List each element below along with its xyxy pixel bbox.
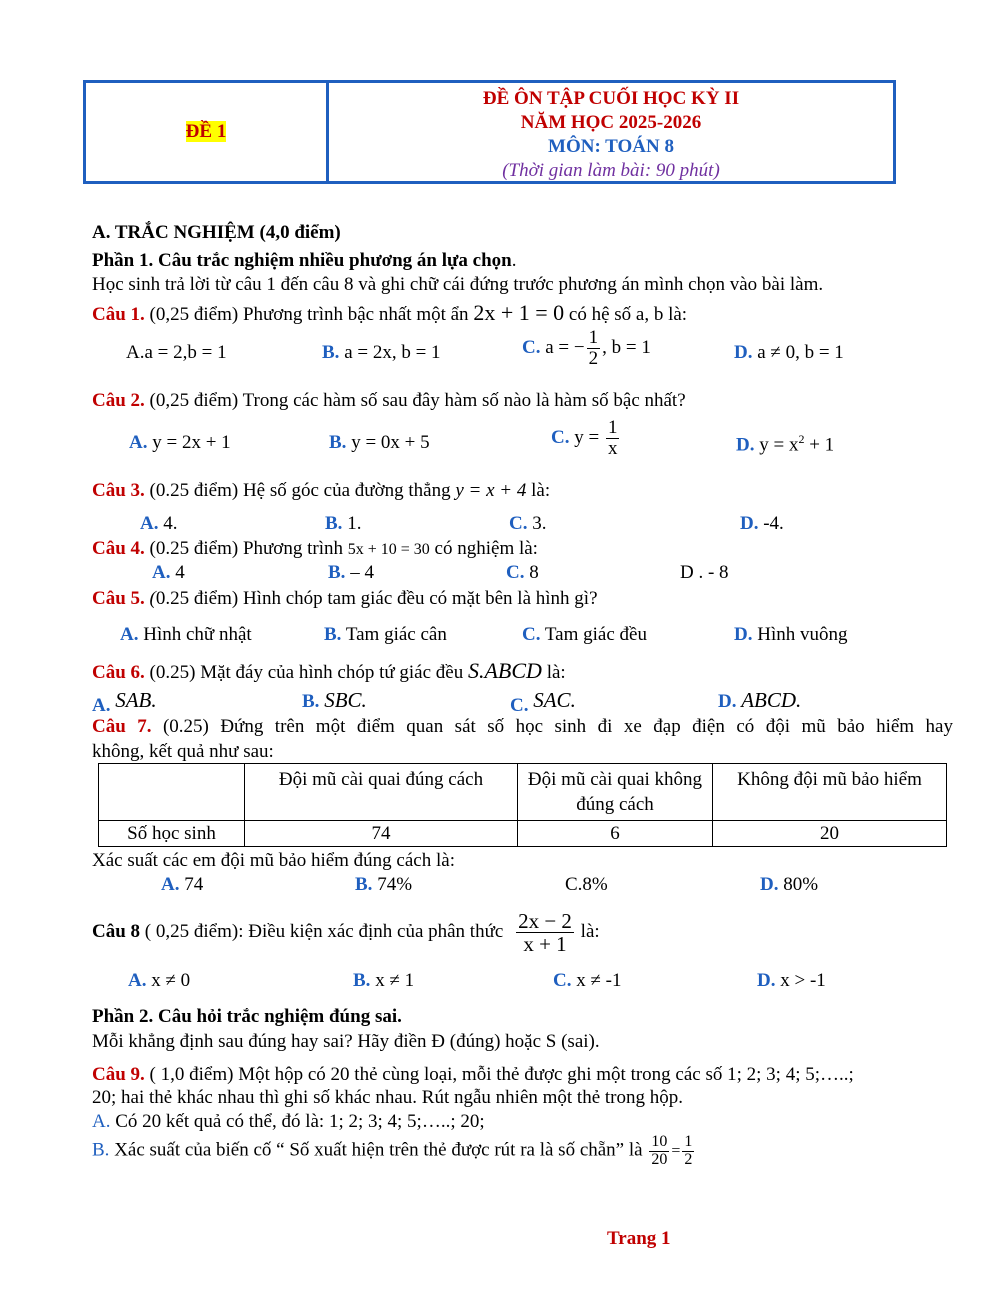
q3-option-a: A. 4. [140,513,178,534]
q7-option-c: C.8% [565,874,608,895]
part2-instruction: Mỗi khẳng định sau đúng hay sai? Hãy điền Đ (đúng) hoặc S (sai). [92,1031,600,1052]
question-8: Câu 8 ( 0,25 điểm): Điều kiện xác định của phân thức $\frac{2x - 2}{x + 1}$ là: [92,909,600,957]
exam-number: ĐỀ 1 [185,121,227,142]
q2-option-c: C. y = $\frac{1}{x}$ [551,417,618,459]
part1-title: Phần 1. Câu trắc nghiệm nhiều phương án lựa chọn. [92,250,517,271]
table-header-cell: Đội mũ cài quai đúng cách [245,764,518,821]
school-year: NĂM HỌC 2025-2026 [520,112,702,133]
table-header-cell: Đội mũ cài quai không đúng cách [518,764,713,821]
q8-option-c: C. x ≠ -1 [553,970,622,991]
section-a-title: A. TRẮC NGHIỆM (4,0 điểm) [92,222,341,243]
table-header-row [99,764,947,821]
question-4: Câu 4. (0.25 điểm) Phương trình 5x + 10 = 30 có nghiệm là: [92,538,538,559]
q4-option-b: B. – 4 [328,562,374,583]
question-6: Câu 6. (0.25) Mặt đáy của hình chóp tứ giác đều S.ABCD là: [92,658,566,683]
header-box [83,80,896,184]
survey-table [98,763,947,847]
question-5: Câu 5. (0.25 điểm) Hình chóp tam giác đều có mặt bên là hình gì? [92,588,598,609]
question-3: Câu 3. (0.25 điểm) Hệ số góc của đường thẳng y = x + 4 là: [92,480,551,501]
question-9: Câu 9. ( 1,0 điểm) Một hộp có 20 thẻ cùng loại, mỗi thẻ được ghi một trong các số 1; 2; 3; 4; 5;…..; [92,1064,854,1085]
q2-option-b: B. y = 0x + 5 [329,432,430,453]
table-cell: 20 [713,821,947,847]
q5-option-a: A. Hình chữ nhật [120,624,252,645]
q7-option-d: D. 80% [760,874,819,895]
q5-option-d: D. Hình vuông [734,624,848,645]
q6-option-d: D. ABCD. [718,688,802,712]
q6-option-c: C. SAC. [510,688,576,716]
q8-option-d: D. x > -1 [757,970,826,991]
question-9-line2: 20; hai thẻ khác nhau thì ghi số khác nhau. Rút ngẫu nhiên một thẻ trong hộp. [92,1087,684,1108]
question-7: Câu 7. (0.25) Đứng trên một điểm quan sát số học sinh đi xe đạp điện có đội mũ bảo hiểm hay [92,716,953,737]
q2-option-a: A. y = 2x + 1 [129,432,231,453]
q5-option-b: B. Tam giác cân [324,624,447,645]
part1-instruction: Học sinh trả lời từ câu 1 đến câu 8 và ghi chữ cái đứng trước phương án mình chọn vào bài làm. [92,274,824,295]
q4-option-a: A. 4 [152,562,185,583]
q5-option-c: C. Tam giác đều [522,624,647,645]
q9-statement-a: A. Có 20 kết quả có thể, đó là: 1; 2; 3; 4; 5;…..; 20; [92,1111,485,1132]
q9-statement-b: B. Xác suất của biến cố “ Số xuất hiện trên thẻ được rút ra là số chẵn” là $\frac{10}{20}$ = $\frac{1}{2}$ [92,1133,693,1168]
q3-option-d: D. -4. [740,513,784,534]
q3-option-c: C. 3. [509,513,547,534]
q7-option-a: A. 74 [161,874,204,895]
q2-option-d: D. $y = x^2 + 1$ [736,432,835,456]
page-number: Trang 1 [607,1228,671,1249]
q8-option-b: B. x ≠ 1 [353,970,415,991]
q1-option-d: D. a ≠ 0, b = 1 [734,342,844,363]
q6-option-a: A. SAB. [92,688,157,716]
question-7-line2: không, kết quả như sau: [92,741,274,762]
q1-option-a: A.a = 2,b = 1 [126,342,227,363]
table-row [99,821,947,847]
subject: MÔN: TOÁN 8 [548,136,674,157]
q7-option-b: B. 74% [355,874,413,895]
q4-option-d: D . - 8 [680,562,729,583]
question-2: Câu 2. (0,25 điểm) Trong các hàm số sau đây hàm số nào là hàm số bậc nhất? [92,390,686,411]
q7-question: Xác suất các em đội mũ bảo hiểm đúng cách là: [92,850,455,871]
table-header-cell [99,764,245,821]
table-header-cell: Không đội mũ bảo hiểm [713,764,947,821]
q1-option-b: B. a = 2x, b = 1 [322,342,441,363]
exam-title: ĐỀ ÔN TẬP CUỐI HỌC KỲ II [482,88,740,109]
question-1: Câu 1. (0,25 điểm) Phương trình bậc nhất một ẩn 2x + 1 = 0 có hệ số a, b là: [92,300,688,325]
q1-option-c: C. a = − $\frac{1}{2}$ , b = 1 [522,327,651,369]
table-cell: 74 [245,821,518,847]
part2-title: Phần 2. Câu hỏi trắc nghiệm đúng sai. [92,1006,402,1027]
table-row-label: Số học sinh [99,821,245,847]
q8-option-a: A. x ≠ 0 [128,970,191,991]
q3-option-b: B. 1. [325,513,362,534]
table-cell: 6 [518,821,713,847]
time-limit: (Thời gian làm bài: 90 phút) [502,160,720,181]
q6-option-b: B. SBC. [302,688,367,712]
q4-option-c: C. 8 [506,562,539,583]
